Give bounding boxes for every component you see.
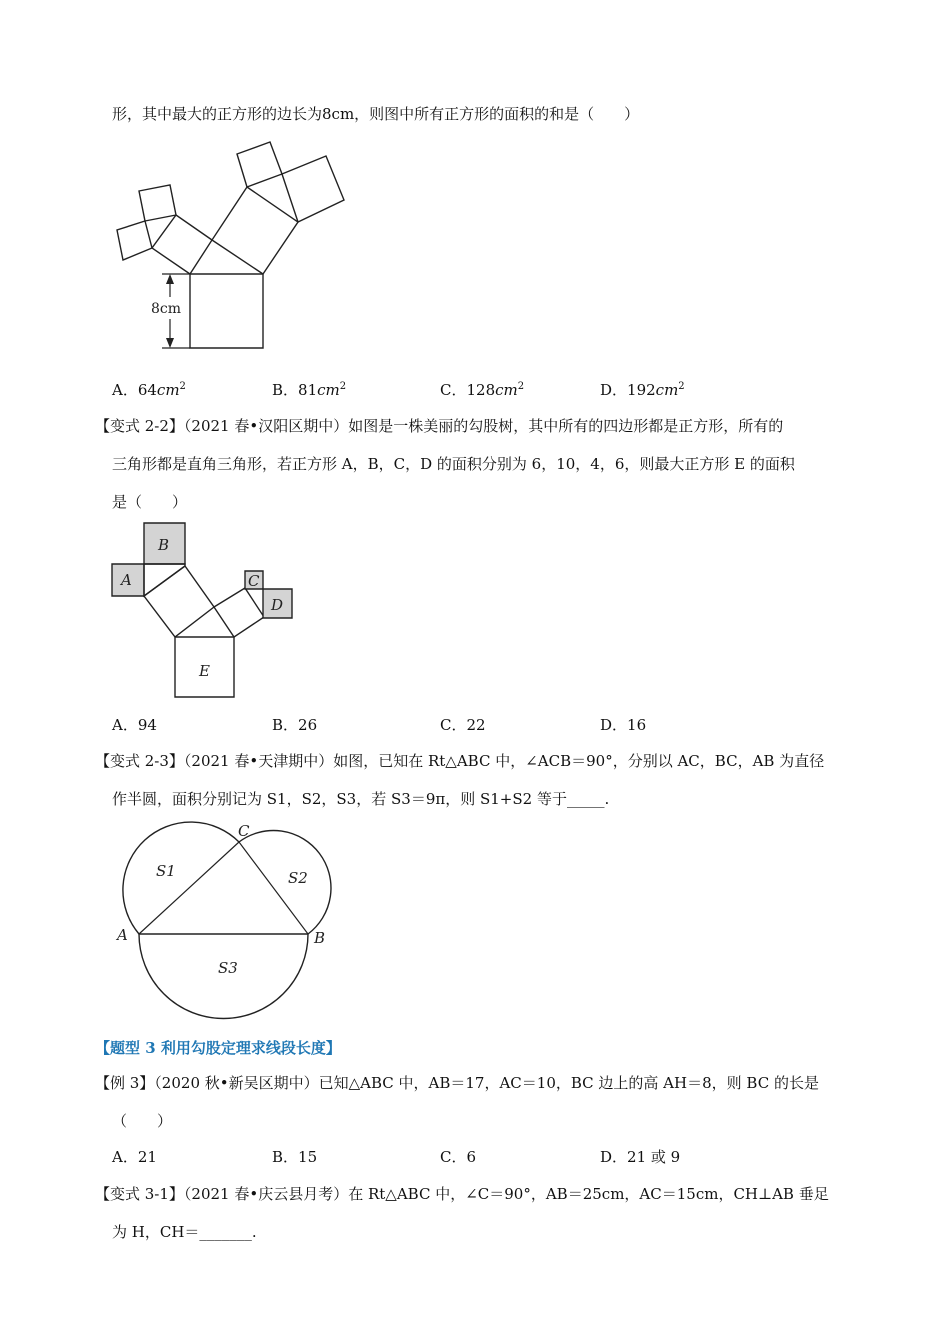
label-d: D — [271, 596, 284, 614]
q1-option-d[interactable]: D．$192cm^2$ — [600, 381, 685, 399]
point-b-label: B — [314, 929, 326, 947]
q2-line-2: 三角形都是直角三角形，若正方形 A，B，C，D 的面积分别为 6，10，4，6，则最大正方形 E 的面积 — [112, 455, 795, 473]
q2-option-d[interactable]: D．16 — [600, 716, 647, 734]
point-c-label: C — [238, 822, 250, 840]
q1-option-c[interactable]: C．$128cm^2$ — [440, 381, 525, 399]
figure-1-dimension-label: 8cm — [151, 301, 182, 317]
point-a-label: A — [117, 926, 128, 944]
q1-text: 形，其中最大的正方形的边长为8cm，则图中所有正方形的面积的和是（ ） — [112, 105, 640, 123]
q1-option-b[interactable]: B．$81cm^2$ — [272, 381, 347, 399]
q4-option-b[interactable]: B．15 — [272, 1148, 318, 1166]
q3-line-2: 作半圆，面积分别记为 S1，S2，S3，若 S3＝9π，则 S1+S2 等于_____. — [112, 790, 610, 808]
q1-option-a[interactable]: A．$64cm^2$ — [112, 381, 186, 399]
q2-option-c[interactable]: C．22 — [440, 716, 486, 734]
s1-label: S1 — [156, 862, 176, 880]
s2-label: S2 — [288, 869, 308, 887]
q4-option-d[interactable]: D．21 或 9 — [600, 1148, 681, 1166]
q4-line-2: （ ） — [112, 1112, 173, 1130]
label-b: B — [158, 536, 170, 554]
q4-option-c[interactable]: C．6 — [440, 1148, 477, 1166]
q2-line-1: 【变式 2-2】（2021 春•汉阳区期中）如图是一株美丽的勾股树，其中所有的四边形都是正方形，所有的 — [95, 417, 784, 435]
q5-line-2: 为 H，CH＝_______. — [112, 1223, 257, 1241]
q5-line-1: 【变式 3-1】（2021 春•庆云县月考）在 Rt△ABC 中，∠C＝90°，AB＝25cm，AC＝15cm，CH⊥AB 垂足 — [95, 1185, 829, 1203]
q3-line-1: 【变式 2-3】（2021 春•天津期中）如图，已知在 Rt△ABC 中，∠ACB＝90°，分别以 AC，BC，AB 为直径 — [95, 752, 825, 770]
label-c: C — [248, 572, 260, 590]
q4-line-1: 【例 3】（2020 秋•新吴区期中）已知△ABC 中，AB＝17，AC＝10，BC 边上的高 AH＝8，则 BC 的长是 — [95, 1074, 819, 1092]
label-e: E — [199, 662, 210, 680]
section-3-title: 【题型 3 利用勾股定理求线段长度】 — [95, 1039, 341, 1057]
q2-option-b[interactable]: B．26 — [272, 716, 318, 734]
q2-option-a[interactable]: A．94 — [112, 716, 157, 734]
s3-label: S3 — [218, 959, 238, 977]
q4-option-a[interactable]: A．21 — [112, 1148, 157, 1166]
q2-line-3: 是（ ） — [112, 493, 188, 511]
label-a: A — [121, 571, 132, 589]
